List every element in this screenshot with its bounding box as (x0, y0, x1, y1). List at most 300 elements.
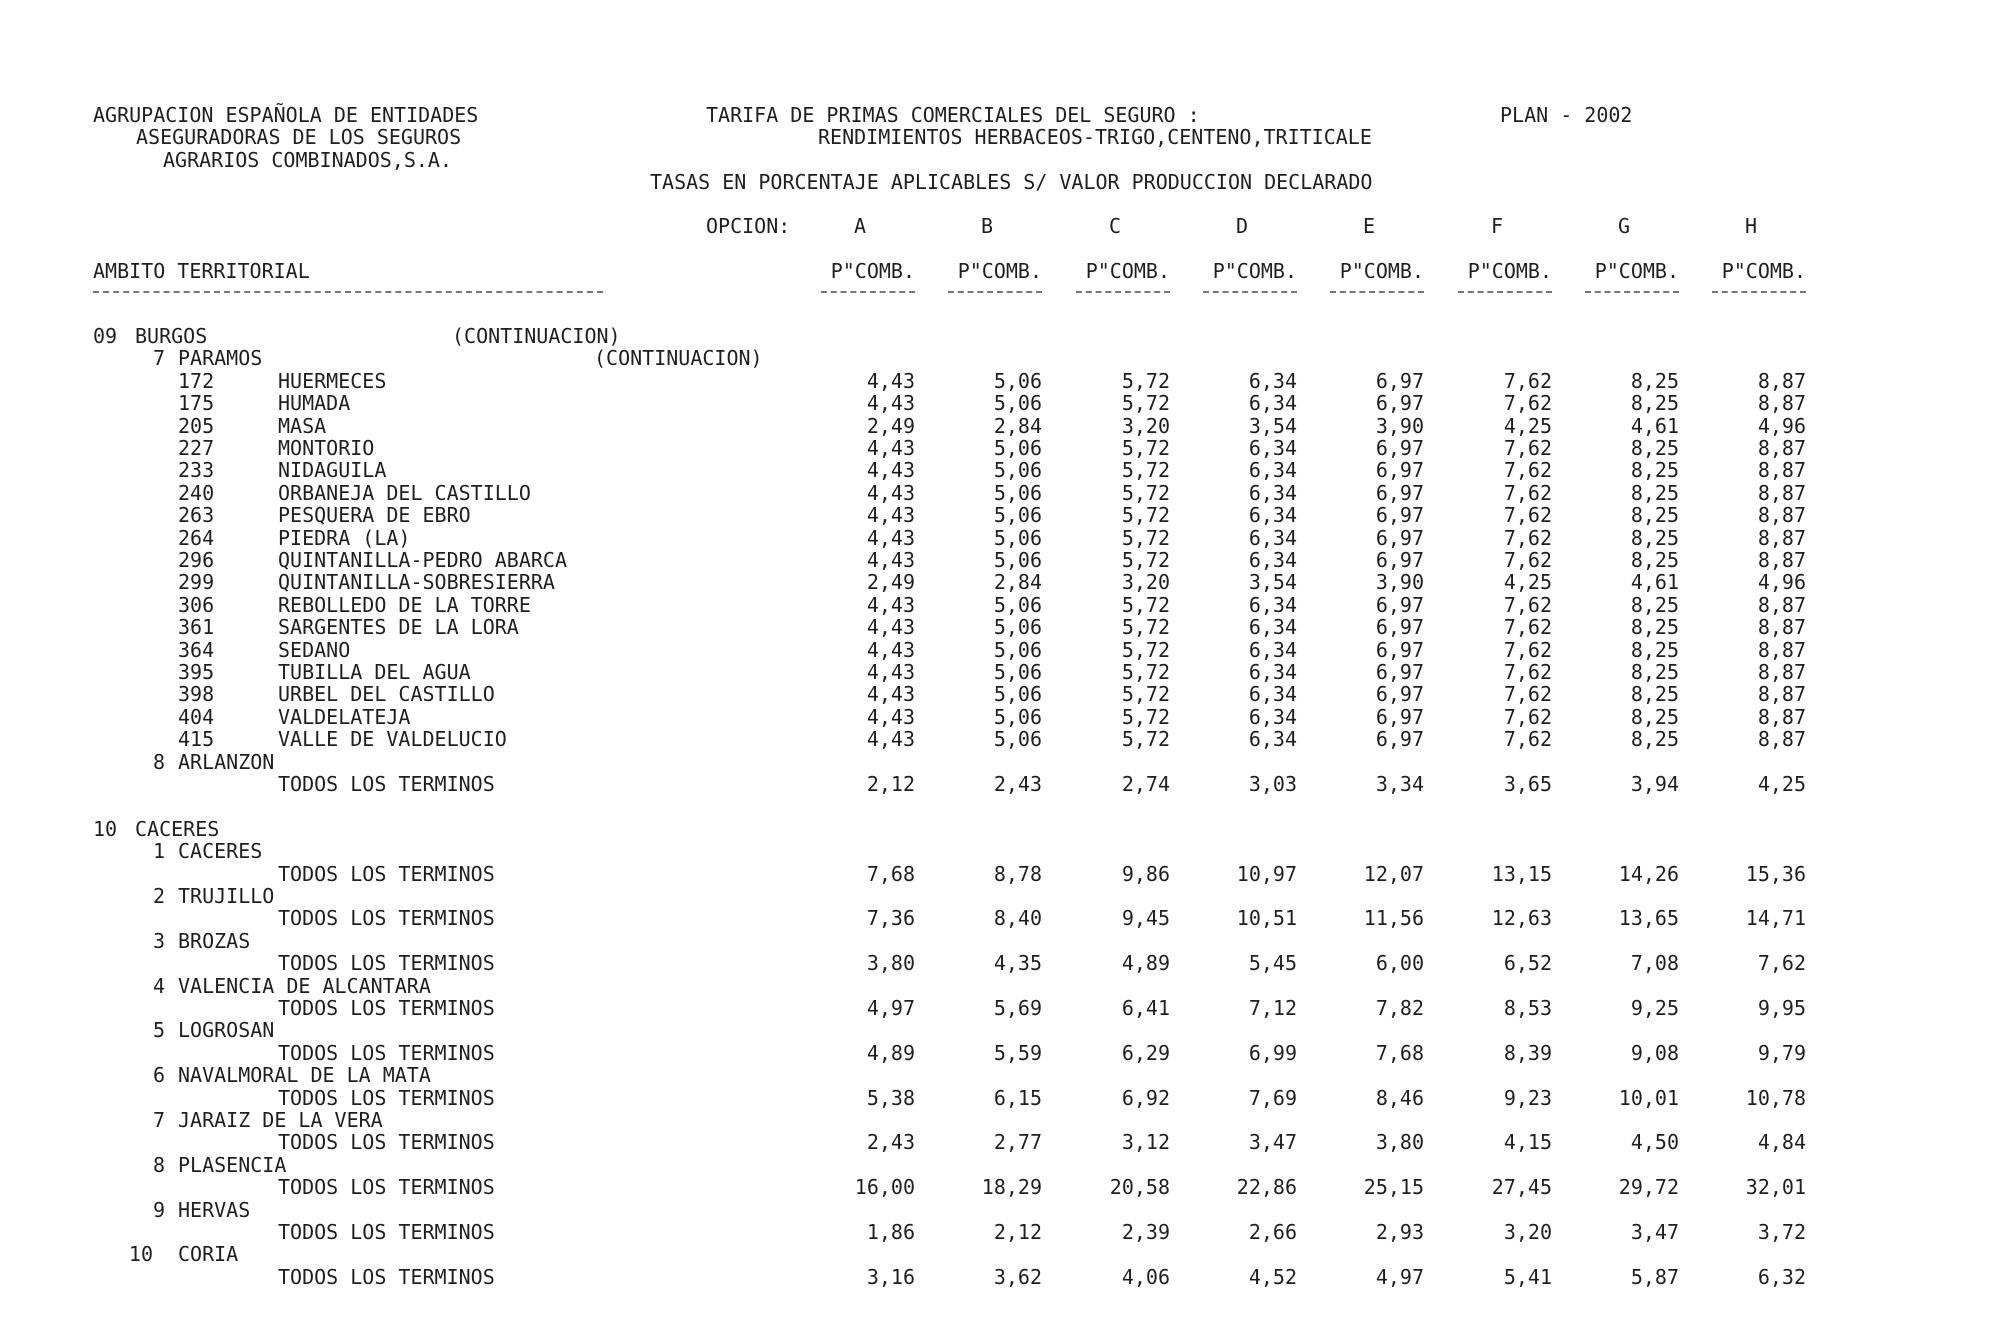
comarca-name: PLASENCIA (178, 1152, 287, 1177)
rate-value: 2,84 (993, 413, 1042, 438)
rate-value: 6,99 (1248, 1040, 1297, 1065)
column-subheader: P"COMB. (1594, 259, 1679, 283)
column-underline (1076, 291, 1170, 293)
rate-value: 3,94 (1630, 772, 1679, 796)
comarca-code: 7 (152, 1108, 165, 1132)
rate-value: 8,87 (1757, 480, 1806, 505)
term-name: MASA (278, 413, 327, 438)
rate-value: 4,96 (1757, 570, 1806, 595)
term-code: 398 (178, 682, 215, 707)
rate-value: 5,72 (1121, 637, 1170, 662)
term-code: 175 (178, 391, 215, 416)
rate-value: 6,34 (1248, 503, 1297, 528)
rate-value: 8,25 (1630, 704, 1679, 729)
rate-value: 5,41 (1503, 1264, 1552, 1289)
rate-value: 7,36 (866, 906, 915, 931)
rate-value: 22,86 (1236, 1175, 1297, 1200)
rate-value: 5,72 (1121, 436, 1170, 460)
rate-value: 5,72 (1121, 480, 1170, 505)
rate-value: 6,34 (1248, 682, 1297, 707)
rate-value: 4,97 (1375, 1264, 1424, 1289)
rate-value: 3,12 (1121, 1130, 1170, 1155)
rate-value: 6,97 (1375, 682, 1424, 707)
all-terms-label: TODOS LOS TERMINOS (278, 1040, 495, 1065)
rate-value: 8,40 (993, 906, 1042, 931)
term-name: REBOLLEDO DE LA TORRE (278, 592, 531, 617)
rate-value: 7,69 (1248, 1085, 1297, 1110)
rate-value: 6,97 (1375, 503, 1424, 528)
rate-value: 6,34 (1248, 368, 1297, 393)
rate-value: 7,62 (1503, 727, 1552, 752)
all-terms-label: TODOS LOS TERMINOS (278, 1264, 495, 1289)
rate-value: 9,23 (1503, 1085, 1552, 1110)
rate-value: 4,96 (1757, 413, 1806, 438)
rate-value: 6,34 (1248, 548, 1297, 572)
column-subheader: P"COMB. (1721, 259, 1806, 283)
term-code: 233 (178, 458, 215, 483)
comarca-name: CORIA (178, 1242, 239, 1267)
rate-value: 4,61 (1630, 413, 1679, 438)
rate-value: 2,49 (866, 413, 915, 438)
option-header-e: E (1362, 214, 1376, 238)
comarca-code: 8 (152, 1152, 165, 1177)
comarca-name: VALENCIA DE ALCANTARA (178, 973, 431, 998)
rate-value: 3,54 (1248, 413, 1297, 438)
rate-value: 29,72 (1618, 1175, 1679, 1200)
term-name: QUINTANILLA-SOBRESIERRA (278, 570, 555, 595)
rate-value: 13,65 (1618, 906, 1679, 931)
rate-value: 8,25 (1630, 525, 1679, 550)
rate-value: 4,52 (1248, 1264, 1297, 1289)
term-name: URBEL DEL CASTILLO (278, 682, 495, 707)
term-name: QUINTANILLA-PEDRO ABARCA (278, 548, 567, 572)
rate-value: 8,25 (1630, 368, 1679, 393)
rate-value: 6,97 (1375, 615, 1424, 640)
rate-value: 10,51 (1236, 906, 1297, 931)
plan-label: PLAN - 2002 (1500, 103, 1633, 127)
continuation-note: (CONTINUACION) (594, 346, 763, 371)
rate-value: 5,06 (993, 391, 1042, 416)
comarca-name: CACERES (178, 839, 263, 864)
rate-value: 12,63 (1491, 906, 1552, 931)
company-line-2: ASEGURADORAS DE LOS SEGUROS (136, 125, 462, 149)
option-header-b: B (980, 214, 994, 238)
term-code: 172 (178, 368, 215, 393)
comarca-code: 4 (152, 973, 165, 998)
all-terms-label: TODOS LOS TERMINOS (278, 772, 495, 796)
rate-value: 10,01 (1618, 1085, 1679, 1110)
rate-value: 7,62 (1503, 682, 1552, 707)
rate-value: 4,43 (866, 525, 915, 550)
comarca-code: 5 (152, 1018, 165, 1043)
rate-value: 5,06 (993, 458, 1042, 483)
option-label: OPCION: (706, 214, 791, 238)
continuation-note: (CONTINUACION) (452, 324, 621, 348)
comarca-code: 7 (152, 346, 165, 371)
rate-value: 8,87 (1757, 548, 1806, 572)
rate-value: 6,00 (1375, 951, 1424, 976)
column-underline (1203, 291, 1297, 293)
rate-value: 4,43 (866, 503, 915, 528)
term-name: VALLE DE VALDELUCIO (278, 727, 507, 752)
term-name: MONTORIO (278, 436, 375, 460)
rate-value: 7,62 (1503, 548, 1552, 572)
rate-value: 6,97 (1375, 436, 1424, 460)
rate-value: 6,29 (1121, 1040, 1170, 1065)
comarca-name: LOGROSAN (178, 1018, 275, 1043)
rate-value: 9,95 (1757, 996, 1806, 1020)
rate-value: 9,25 (1630, 996, 1679, 1020)
rate-value: 8,46 (1375, 1085, 1424, 1110)
rate-value: 4,43 (866, 548, 915, 572)
rate-value: 8,87 (1757, 436, 1806, 460)
rate-value: 2,12 (993, 1220, 1042, 1244)
rate-value: 5,72 (1121, 615, 1170, 640)
rate-value: 8,87 (1757, 525, 1806, 550)
province-name: CACERES (135, 816, 220, 841)
term-code: 395 (178, 660, 215, 684)
rate-value: 5,72 (1121, 660, 1170, 684)
rate-value: 7,62 (1757, 951, 1806, 976)
rate-value: 3,47 (1630, 1220, 1679, 1244)
comarca-name: ARLANZON (178, 749, 275, 774)
comarca-code: 6 (152, 1063, 165, 1088)
rate-value: 6,97 (1375, 637, 1424, 662)
rate-value: 4,50 (1630, 1130, 1679, 1155)
rate-value: 8,39 (1503, 1040, 1552, 1065)
rate-value: 5,06 (993, 548, 1042, 572)
rate-value: 8,25 (1630, 592, 1679, 617)
comarca-code: 3 (152, 928, 165, 953)
rate-value: 7,62 (1503, 637, 1552, 662)
province-name: BURGOS (135, 324, 208, 348)
term-name: ORBANEJA DEL CASTILLO (278, 480, 531, 505)
rate-value: 6,34 (1248, 592, 1297, 617)
term-name: HUMADA (278, 391, 351, 416)
rate-value: 32,01 (1745, 1175, 1806, 1200)
rate-value: 7,62 (1503, 503, 1552, 528)
option-header-g: G (1617, 214, 1631, 238)
all-terms-label: TODOS LOS TERMINOS (278, 906, 495, 931)
rate-value: 8,25 (1630, 660, 1679, 684)
rate-value: 6,15 (993, 1085, 1042, 1110)
rate-value: 2,49 (866, 570, 915, 595)
rate-value: 5,06 (993, 637, 1042, 662)
rate-value: 3,80 (1375, 1130, 1424, 1155)
rate-value: 8,87 (1757, 704, 1806, 729)
rate-value: 6,97 (1375, 704, 1424, 729)
option-header-c: C (1108, 214, 1122, 238)
rate-value: 5,72 (1121, 592, 1170, 617)
rates-note: TASAS EN PORCENTAJE APLICABLES S/ VALOR PRODUCCION DECLARADO (650, 170, 1373, 194)
rate-value: 8,25 (1630, 615, 1679, 640)
all-terms-label: TODOS LOS TERMINOS (278, 1130, 495, 1155)
rate-value: 8,25 (1630, 480, 1679, 505)
rate-value: 6,34 (1248, 704, 1297, 729)
comarca-name: HERVAS (178, 1197, 251, 1222)
rate-value: 5,06 (993, 525, 1042, 550)
comarca-name: BROZAS (178, 928, 251, 953)
rate-value: 3,72 (1757, 1220, 1806, 1244)
rate-value: 5,38 (866, 1085, 915, 1110)
rate-value: 4,43 (866, 704, 915, 729)
rate-value: 6,97 (1375, 548, 1424, 572)
rate-value: 2,84 (993, 570, 1042, 595)
province-code: 10 (93, 816, 118, 841)
rate-value: 8,53 (1503, 996, 1552, 1020)
comarca-name: TRUJILLO (178, 884, 275, 908)
rate-value: 5,72 (1121, 704, 1170, 729)
rate-value: 3,65 (1503, 772, 1552, 796)
rate-value: 5,72 (1121, 503, 1170, 528)
rate-value: 2,39 (1121, 1220, 1170, 1244)
rate-value: 8,25 (1630, 548, 1679, 572)
company-line-3: AGRARIOS COMBINADOS,S.A. (163, 148, 452, 172)
rate-value: 3,03 (1248, 772, 1297, 796)
rate-value: 2,93 (1375, 1220, 1424, 1244)
rate-value: 16,00 (854, 1175, 915, 1200)
rate-value: 5,06 (993, 660, 1042, 684)
rate-value: 6,97 (1375, 592, 1424, 617)
rate-value: 7,08 (1630, 951, 1679, 976)
rate-value: 4,25 (1503, 413, 1552, 438)
rate-value: 5,06 (993, 480, 1042, 505)
term-code: 404 (178, 704, 215, 729)
rate-value: 5,87 (1630, 1264, 1679, 1289)
rate-value: 6,34 (1248, 660, 1297, 684)
rate-value: 6,34 (1248, 458, 1297, 483)
rate-value: 7,62 (1503, 615, 1552, 640)
rate-value: 8,25 (1630, 503, 1679, 528)
rate-value: 6,34 (1248, 637, 1297, 662)
rate-value: 5,72 (1121, 548, 1170, 572)
all-terms-label: TODOS LOS TERMINOS (278, 1220, 495, 1244)
rate-value: 7,62 (1503, 592, 1552, 617)
rate-value: 3,34 (1375, 772, 1424, 796)
rate-value: 7,62 (1503, 436, 1552, 460)
comarca-code: 1 (152, 839, 165, 864)
rate-value: 2,43 (866, 1130, 915, 1155)
rate-value: 7,62 (1503, 391, 1552, 416)
rate-value: 8,87 (1757, 727, 1806, 752)
option-header-a: A (853, 214, 867, 238)
term-code: 306 (178, 592, 215, 617)
rate-value: 7,68 (1375, 1040, 1424, 1065)
rate-value: 4,43 (866, 368, 915, 393)
rate-value: 8,87 (1757, 637, 1806, 662)
rate-value: 5,72 (1121, 682, 1170, 707)
rate-value: 8,87 (1757, 660, 1806, 684)
rate-value: 2,66 (1248, 1220, 1297, 1244)
rate-value: 14,71 (1745, 906, 1806, 931)
rate-value: 6,52 (1503, 951, 1552, 976)
rate-value: 8,87 (1757, 592, 1806, 617)
term-name: SEDANO (278, 637, 351, 662)
term-code: 415 (178, 727, 215, 752)
rate-value: 4,61 (1630, 570, 1679, 595)
rate-value: 11,56 (1363, 906, 1424, 931)
rate-value: 5,72 (1121, 458, 1170, 483)
rate-value: 4,43 (866, 592, 915, 617)
rate-value: 7,62 (1503, 458, 1552, 483)
rate-value: 4,25 (1757, 772, 1806, 796)
rate-value: 9,08 (1630, 1040, 1679, 1065)
rate-value: 4,43 (866, 682, 915, 707)
rate-value: 3,16 (866, 1264, 915, 1289)
column-subheader: P"COMB. (1212, 259, 1297, 283)
rate-value: 4,35 (993, 951, 1042, 976)
column-underline (1458, 291, 1552, 293)
term-code: 240 (178, 480, 215, 505)
rate-value: 7,82 (1375, 996, 1424, 1020)
rate-value: 8,78 (993, 861, 1042, 886)
rate-value: 4,43 (866, 615, 915, 640)
rate-value: 7,12 (1248, 996, 1297, 1020)
rate-value: 20,58 (1109, 1175, 1170, 1200)
term-code: 361 (178, 615, 215, 640)
rate-value: 8,87 (1757, 503, 1806, 528)
rate-value: 6,97 (1375, 727, 1424, 752)
document-subtitle: RENDIMIENTOS HERBACEOS-TRIGO,CENTENO,TRITICALE (818, 125, 1372, 149)
rate-value: 4,84 (1757, 1130, 1806, 1155)
rate-value: 6,34 (1248, 391, 1297, 416)
comarca-code: 2 (152, 884, 165, 908)
rate-value: 6,34 (1248, 480, 1297, 505)
comarca-name: JARAIZ DE LA VERA (178, 1108, 383, 1132)
rate-value: 4,89 (866, 1040, 915, 1065)
rate-value: 12,07 (1363, 861, 1424, 886)
rate-value: 5,06 (993, 727, 1042, 752)
province-code: 09 (93, 324, 118, 348)
rate-value: 4,06 (1121, 1264, 1170, 1289)
rate-value: 3,62 (993, 1264, 1042, 1289)
comarca-name: PARAMOS (178, 346, 263, 371)
term-code: 296 (178, 548, 215, 572)
scope-label: AMBITO TERRITORIAL (93, 259, 310, 283)
rate-value: 10,78 (1745, 1085, 1806, 1110)
column-underline (1330, 291, 1424, 293)
rate-value: 5,06 (993, 682, 1042, 707)
rate-value: 4,43 (866, 480, 915, 505)
rate-value: 4,97 (866, 996, 915, 1020)
rate-value: 2,74 (1121, 772, 1170, 796)
rate-value: 5,06 (993, 615, 1042, 640)
term-code: 263 (178, 503, 215, 528)
rate-value: 6,34 (1248, 727, 1297, 752)
option-header-h: H (1744, 214, 1758, 238)
rate-value: 8,25 (1630, 637, 1679, 662)
column-subheader: P"COMB. (830, 259, 915, 283)
rate-value: 8,87 (1757, 682, 1806, 707)
rate-value: 7,62 (1503, 660, 1552, 684)
rate-value: 4,43 (866, 727, 915, 752)
rate-value: 5,06 (993, 436, 1042, 460)
rate-value: 6,97 (1375, 525, 1424, 550)
all-terms-label: TODOS LOS TERMINOS (278, 951, 495, 976)
rate-value: 4,43 (866, 436, 915, 460)
rate-value: 6,97 (1375, 480, 1424, 505)
rate-value: 4,25 (1503, 570, 1552, 595)
column-subheader: P"COMB. (1085, 259, 1170, 283)
comarca-code: 10 (128, 1242, 153, 1267)
term-code: 364 (178, 637, 215, 662)
rate-value: 7,62 (1503, 480, 1552, 505)
rate-value: 5,72 (1121, 525, 1170, 550)
rate-value: 6,97 (1375, 458, 1424, 483)
rate-value: 2,77 (993, 1130, 1042, 1155)
rate-value: 6,34 (1248, 436, 1297, 460)
term-code: 227 (178, 436, 215, 460)
rate-value: 3,20 (1121, 413, 1170, 438)
all-terms-label: TODOS LOS TERMINOS (278, 1175, 495, 1200)
rate-value: 6,32 (1757, 1264, 1806, 1289)
rate-value: 2,12 (866, 772, 915, 796)
rate-value: 7,62 (1503, 525, 1552, 550)
rate-value: 6,97 (1375, 368, 1424, 393)
column-underline (821, 291, 915, 293)
rate-value: 5,06 (993, 368, 1042, 393)
term-name: VALDELATEJA (278, 704, 411, 729)
rate-value: 8,87 (1757, 368, 1806, 393)
comarca-code: 9 (152, 1197, 165, 1222)
term-name: TUBILLA DEL AGUA (278, 660, 471, 684)
rate-value: 4,43 (866, 458, 915, 483)
rate-value: 8,25 (1630, 391, 1679, 416)
rate-value: 5,69 (993, 996, 1042, 1020)
rate-value: 3,54 (1248, 570, 1297, 595)
rate-value: 5,72 (1121, 727, 1170, 752)
term-name: HUERMECES (278, 368, 387, 393)
rate-value: 5,72 (1121, 368, 1170, 393)
rate-value: 3,90 (1375, 570, 1424, 595)
rate-value: 6,34 (1248, 525, 1297, 550)
rate-value: 10,97 (1236, 861, 1297, 886)
term-name: SARGENTES DE LA LORA (278, 615, 519, 640)
term-name: PIEDRA (LA) (278, 525, 411, 550)
rate-value: 14,26 (1618, 861, 1679, 886)
rate-value: 27,45 (1491, 1175, 1552, 1200)
rate-value: 6,92 (1121, 1085, 1170, 1110)
rate-value: 13,15 (1491, 861, 1552, 886)
rate-value: 4,43 (866, 637, 915, 662)
rate-value: 4,89 (1121, 951, 1170, 976)
rate-value: 4,43 (866, 391, 915, 416)
column-subheader: P"COMB. (957, 259, 1042, 283)
rate-value: 3,20 (1503, 1220, 1552, 1244)
rate-value: 5,45 (1248, 951, 1297, 976)
column-underline (1712, 291, 1806, 293)
document-title: TARIFA DE PRIMAS COMERCIALES DEL SEGURO : (706, 103, 1200, 127)
rate-value: 2,43 (993, 772, 1042, 796)
rate-value: 7,68 (866, 861, 915, 886)
column-underline (1585, 291, 1679, 293)
rate-value: 8,25 (1630, 727, 1679, 752)
rate-value: 8,87 (1757, 458, 1806, 483)
term-code: 205 (178, 413, 215, 438)
rate-value: 9,45 (1121, 906, 1170, 931)
rate-value: 7,62 (1503, 368, 1552, 393)
rate-value: 5,06 (993, 503, 1042, 528)
rate-value: 6,97 (1375, 391, 1424, 416)
rate-value: 6,97 (1375, 660, 1424, 684)
rate-value: 8,25 (1630, 682, 1679, 707)
rate-value: 6,34 (1248, 615, 1297, 640)
comarca-code: 8 (152, 749, 165, 774)
option-header-d: D (1235, 214, 1249, 238)
all-terms-label: TODOS LOS TERMINOS (278, 861, 495, 886)
comarca-name: NAVALMORAL DE LA MATA (178, 1063, 431, 1088)
rate-value: 8,25 (1630, 458, 1679, 483)
